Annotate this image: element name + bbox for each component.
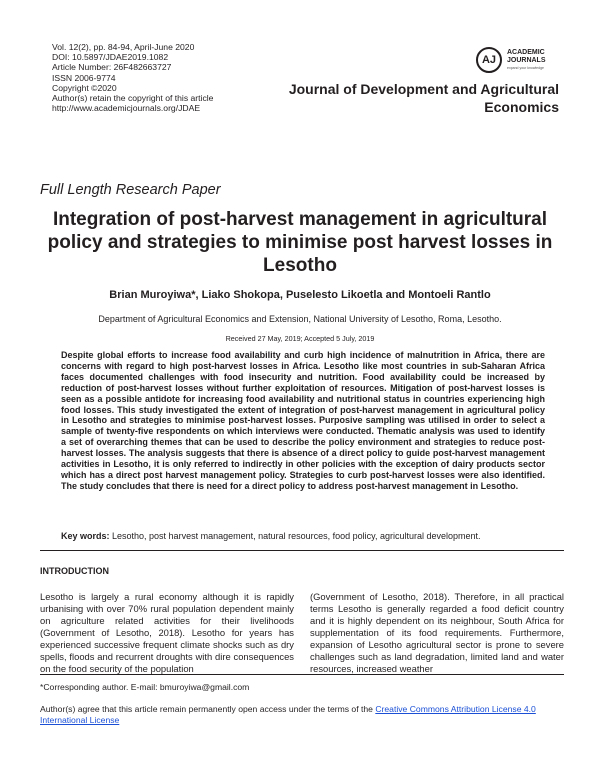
keywords-label: Key words: <box>61 531 110 541</box>
meta-article-number: Article Number: 26F482663727 <box>52 62 172 73</box>
corresponding-author: *Corresponding author. E-mail: bmuroyiwa@gmail.com <box>40 682 250 692</box>
aj-logo-icon: AJ <box>476 47 502 73</box>
logo-wordmark <box>507 49 546 65</box>
logo-line-1: ACADEMIC <box>507 49 545 56</box>
abstract: Despite global efforts to increase food availability and curb high incidence of malnutrition in Africa, there are concerns with regard to high post-harvest losses in Africa. Lesotho like most countries in sub-Saharan Africa faces documented challenges with food insecurity and nutrition. Food availability could be increased by reduction of post-harvest losses without further exploitation of resources. Mitigation of post-harvest losses is seen as a possible antidote for increasing food availability and nutritional status in countries experiencing high food losses. This study investigated the extent of integration of post-harvest management in agricultural policy in Lesotho and strategies to minimise post-harvest losses. Purposive sampling was utilised in order to select a sample of twenty-five respondents on which interviews were conducted. Thematic analysis was used to identify a set of overarching themes that can be used to describe the policy environment and strategies to reduce post-harvest losses. The analysis suggests that there is absence of a direct policy to guide post-harvest management activities in Lesotho, it is only referred to indirectly in other policies with the exception of dairy products sector which has a direct post harvest management policy. Strategies to curb post-harvest losses were also identified. The study concludes that there is need for a direct policy to address post-harvest management in Lesotho. <box>61 350 545 491</box>
meta-doi: DOI: 10.5897/JDAE2019.1082 <box>52 52 169 63</box>
paper-title: Integration of post-harvest management in agricultural policy and strategies to minimise post harvest losses in Lesotho <box>47 209 553 276</box>
divider <box>40 550 564 551</box>
license-note <box>40 704 565 726</box>
section-heading-introduction: INTRODUCTION <box>40 566 109 576</box>
meta-copyright: Copyright ©2020 <box>52 82 117 93</box>
footnote-divider <box>40 674 564 675</box>
meta-rights: Author(s) retain the copyright of this article <box>52 93 214 104</box>
publisher-logo <box>476 45 566 77</box>
logo-tagline: expand your knowledge <box>507 66 544 70</box>
meta-issn: ISSN 2006-9774 <box>52 72 116 83</box>
license-link[interactable]: Creative Commons Attribution License 4.0 International License <box>40 704 536 725</box>
journal-title: Journal of Development and Agricultural Economics <box>288 81 559 115</box>
keywords <box>61 531 545 541</box>
paper-type: Full Length Research Paper <box>40 182 221 198</box>
received-accepted-dates: Received 27 May, 2019; Accepted 5 July, 2019 <box>225 334 375 343</box>
meta-url[interactable]: http://www.academicjournals.org/JDAE <box>52 103 201 114</box>
author-list: Brian Muroyiwa*, Liako Shokopa, Puselesto Likoetla and Montoeli Rantlo <box>109 289 491 301</box>
logo-line-2: JOURNALS <box>507 57 546 64</box>
meta-volume: Vol. 12(2), pp. 84-94, April-June 2020 <box>52 42 195 52</box>
keywords-text: Lesotho, post harvest management, natural resources, food policy, agricultural development. <box>109 531 481 541</box>
intro-column-left: Lesotho is largely a rural economy although it is rapidly urbanising with over 70% rural population dependent mainly on agriculture related activities for their livelihoods (Government of Lesotho, 2018). Lesotho for years has experienced successive frequent climate shocks such as dry spells, floods and recurrent droughts with dire consequences on the food security of the population <box>40 591 294 674</box>
license-text: Author(s) agree that this article remain permanently open access under the terms of the <box>40 704 376 714</box>
article-metadata <box>52 42 213 113</box>
affiliation: Department of Agricultural Economics and Extension, National University of Lesotho, Roma, Lesotho. <box>98 314 502 324</box>
intro-column-right: (Government of Lesotho, 2018). Therefore, in all practical terms Lesotho is generally regarded a food deficit country and it is highly dependent on its neighbour, South Africa for supplementation of its food requirements. Furthermore, expansion of Lesotho agricultural sector is prone to severe challenges such as land degradation, limited land and water resources, increased weather <box>310 591 564 674</box>
